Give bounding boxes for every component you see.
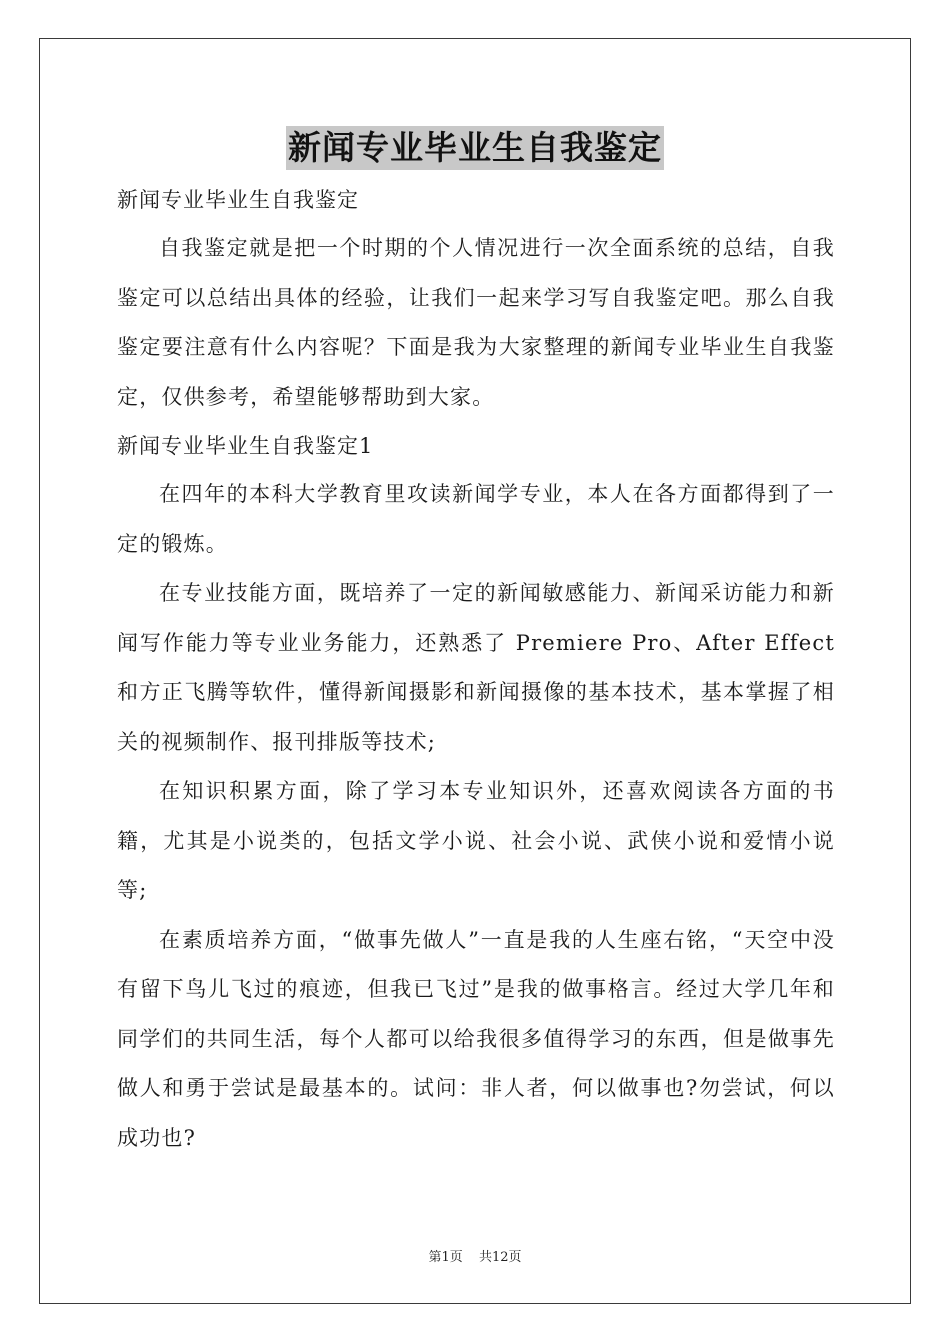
body-paragraph: 在专业技能方面，既培养了一定的新闻敏感能力、新闻采访能力和新闻写作能力等专业业务能力，还熟悉了 Premiere Pro、After Effect和方正飞腾等软件，懂得新闻摄影和新闻摄像的基本技术，基本掌握了相关的视频制作、报刊排版等技术; xyxy=(117,581,835,754)
document-title: 新闻专业毕业生自我鉴定 xyxy=(286,126,664,170)
body-paragraph: 在知识积累方面，除了学习本专业知识外，还喜欢阅读各方面的书籍，尤其是小说类的，包括文学小说、社会小说、武侠小说和爱情小说等; xyxy=(117,779,835,902)
document-body xyxy=(117,176,835,1163)
section-heading: 新闻专业毕业生自我鉴定1 xyxy=(117,434,374,458)
document-subtitle: 新闻专业毕业生自我鉴定 xyxy=(117,188,359,212)
body-paragraph: 在四年的本科大学教育里攻读新闻学专业，本人在各方面都得到了一定的锻炼。 xyxy=(117,482,835,556)
title-container xyxy=(0,126,950,170)
page-number: 第1页 xyxy=(428,1250,463,1265)
page-footer xyxy=(0,1246,950,1265)
body-paragraph: 在素质培养方面，“做事先做人”一直是我的人生座右铭，“天空中没有留下鸟儿飞过的痕迹，但我已飞过”是我的做事格言。经过大学几年和同学们的共同生活，每个人都可以给我很多值得学习的东西，但是做事先做人和勇于尝试是最基本的。试问：非人者，何以做事也?勿尝试，何以成功也? xyxy=(117,927,835,1150)
intro-paragraph: 自我鉴定就是把一个时期的个人情况进行一次全面系统的总结，自我鉴定可以总结出具体的经验，让我们一起来学习写自我鉴定吧。那么自我鉴定要注意有什么内容呢？下面是我为大家整理的新闻专业毕业生自我鉴定，仅供参考，希望能够帮助到大家。 xyxy=(117,236,835,409)
page-total: 共12页 xyxy=(478,1250,522,1265)
